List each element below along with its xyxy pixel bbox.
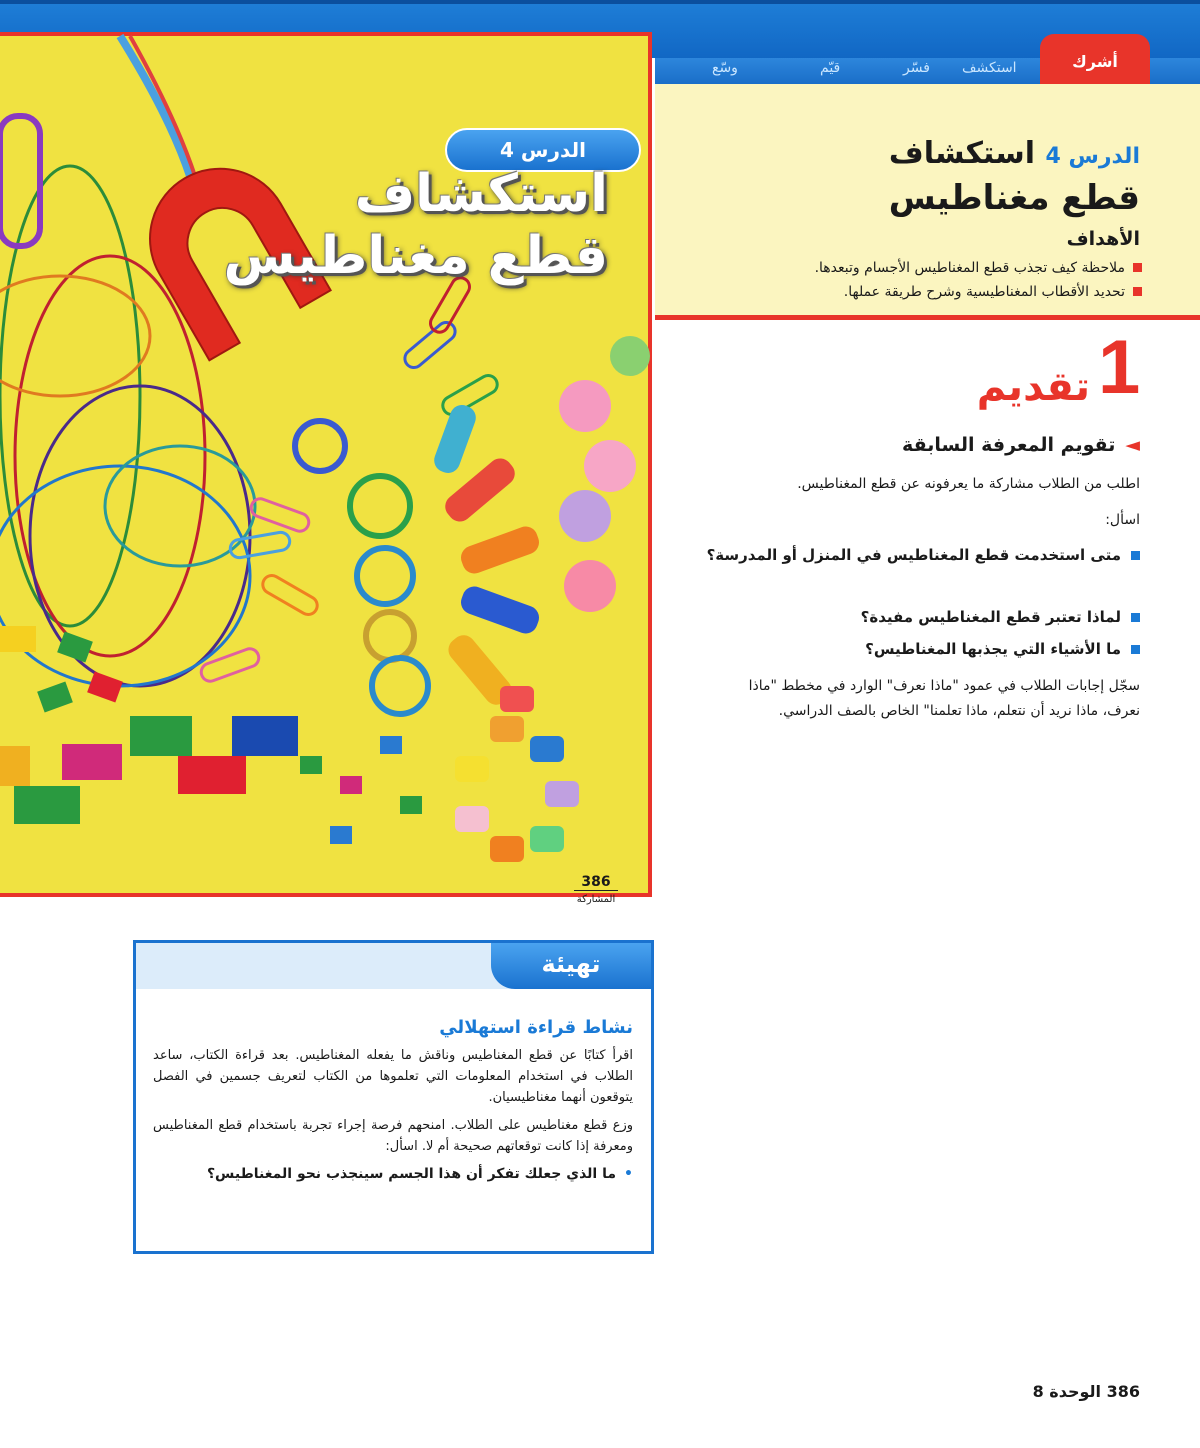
binder-clip	[14, 786, 80, 824]
binder-clip	[87, 672, 123, 703]
lesson-title-2: قطع مغناطيس	[888, 178, 1140, 218]
ask-label: اسأل:	[1105, 512, 1140, 528]
lesson-label: الدرس 4	[1045, 144, 1140, 169]
lesson-header	[655, 84, 1200, 320]
eraser	[455, 806, 489, 832]
warmup-paragraph-2: وزع قطع مغناطيس على الطلاب. امنحهم فرصة إجراء تجربة باستخدام قطع المغناطيس ومعرفة إذا كانت توقعاتهم صحيحة أم لا. اسأل:	[153, 1118, 633, 1154]
eraser	[490, 836, 524, 862]
paper-clips	[199, 275, 501, 684]
tab-extend[interactable]: وسّع	[712, 60, 738, 76]
lesson-title-1: استكشاف	[888, 136, 1036, 171]
ring	[372, 658, 428, 714]
tab-explain[interactable]: فسّر	[903, 60, 930, 76]
heart	[559, 490, 611, 542]
question-item	[700, 636, 1140, 662]
binder-clip	[300, 756, 322, 774]
bullet-icon	[1131, 613, 1140, 622]
binder-clip	[0, 626, 36, 652]
binder-clip	[57, 632, 93, 663]
bullet-icon	[1131, 645, 1140, 654]
question-text: ما الأشياء التي يجذبها المغناطيس؟	[865, 640, 1121, 658]
rubber-band	[15, 256, 205, 656]
paper-clip	[260, 572, 321, 618]
lesson-pill: الدرس 4	[445, 128, 641, 172]
triangle-icon: ◄	[1125, 434, 1140, 456]
bullet-icon: •	[624, 1166, 633, 1182]
warmup-question	[163, 1163, 633, 1185]
binder-clip	[178, 756, 246, 794]
warmup-heading: نشاط قراءة استهلالي	[439, 1017, 633, 1038]
question-item	[700, 542, 1140, 568]
record-text: سجّل إجابات الطلاب في عمود "ماذا نعرف" الوارد في مخطط "ماذا نعرف، ماذا نريد أن نتعلم، ماذا تعلمنا" الخاص بالصف الدراسي.	[748, 678, 1140, 719]
bullet-icon	[1133, 263, 1142, 272]
goals-heading: الأهداف	[1066, 228, 1140, 250]
page-footer: 386 الوحدة 8	[1032, 1382, 1140, 1401]
binder-clip	[380, 736, 402, 754]
binder-clip	[232, 716, 298, 756]
intro-text: اطلب من الطلاب مشاركة ما يعرفونه عن قطع المغناطيس.	[797, 476, 1140, 492]
top-bar-edge	[0, 0, 1200, 4]
binder-clip	[340, 776, 362, 794]
pencil-grips	[431, 402, 543, 710]
goal-item	[844, 284, 1142, 300]
eraser	[545, 781, 579, 807]
eraser	[530, 736, 564, 762]
eraser	[500, 686, 534, 712]
subheading-text: تقويم المعرفة السابقة	[902, 434, 1116, 456]
binder-clip	[330, 826, 352, 844]
question-text: لماذا تعتبر قطع المغناطيس مفيدة؟	[860, 608, 1121, 626]
pencil-grip	[458, 523, 543, 577]
bullet-icon	[1133, 287, 1142, 296]
rubber-band	[105, 446, 255, 566]
photo-page-number: 386	[574, 874, 618, 891]
warmup-tab: تهيئة	[491, 943, 651, 989]
tab-explore[interactable]: استكشف	[962, 60, 1017, 76]
binder-clip	[62, 744, 122, 780]
heart	[564, 560, 616, 612]
heart	[584, 440, 636, 492]
photo-page-label: المشاركة	[576, 894, 616, 905]
photo-title-1: استكشاف	[354, 164, 608, 224]
lesson-title-line	[889, 136, 1140, 171]
warmup-question-text: ما الذي جعلك تفكر أن هذا الجسم سينجذب نحو المغناطيس؟	[206, 1166, 617, 1182]
ring	[350, 476, 410, 536]
pencil-grip	[458, 583, 543, 637]
goal-text: تحديد الأقطاب المغناطيسية وشرح طريقة عملها.	[843, 284, 1125, 300]
ring	[295, 421, 345, 471]
eraser	[490, 716, 524, 742]
binder-clip	[0, 746, 30, 786]
eraser-caps	[455, 686, 579, 862]
binder-clip	[130, 716, 192, 756]
ring	[366, 612, 414, 660]
string	[120, 36, 190, 176]
tab-evaluate[interactable]: قيّم	[820, 60, 841, 76]
binder-clips	[0, 626, 422, 844]
binder-clip	[37, 682, 73, 713]
tab-engage[interactable]: أشرك	[1040, 34, 1150, 84]
eraser	[455, 756, 489, 782]
binder-clip	[400, 796, 422, 814]
heart-clips	[559, 336, 650, 612]
photo-title-2: قطع مغناطيس	[223, 226, 608, 286]
goal-item	[815, 260, 1142, 276]
section-number: 1	[1098, 325, 1141, 410]
section-title: تقديم	[976, 364, 1090, 410]
paper-clip	[249, 496, 312, 533]
warmup-paragraph-1: اقرأ كتابًا عن قطع المغناطيس وناقش ما يفعله المغناطيس. بعد قراءة الكتاب، ساعد الطلاب في استخدام المعلومات التي تعلموها من الكتاب لتعريف جسمين في الفصل يتوقعون أنهما مغناطيسيان.	[153, 1048, 633, 1105]
magnets-photo	[0, 32, 652, 905]
warmup-box	[133, 940, 654, 1254]
heart	[610, 336, 650, 376]
heart	[559, 380, 611, 432]
key-rings	[295, 421, 428, 714]
bullet-icon	[1131, 551, 1140, 560]
pencil-grip	[431, 402, 479, 477]
goal-text: ملاحظة كيف تجذب قطع المغناطيس الأجسام وتبعدها.	[814, 260, 1125, 276]
ring	[357, 548, 413, 604]
question-item	[700, 604, 1140, 630]
paper-clip	[0, 116, 40, 246]
eraser	[530, 826, 564, 852]
subheading	[902, 434, 1140, 456]
question-text: متى استخدمت قطع المغناطيس في المنزل أو المدرسة؟	[706, 546, 1121, 564]
